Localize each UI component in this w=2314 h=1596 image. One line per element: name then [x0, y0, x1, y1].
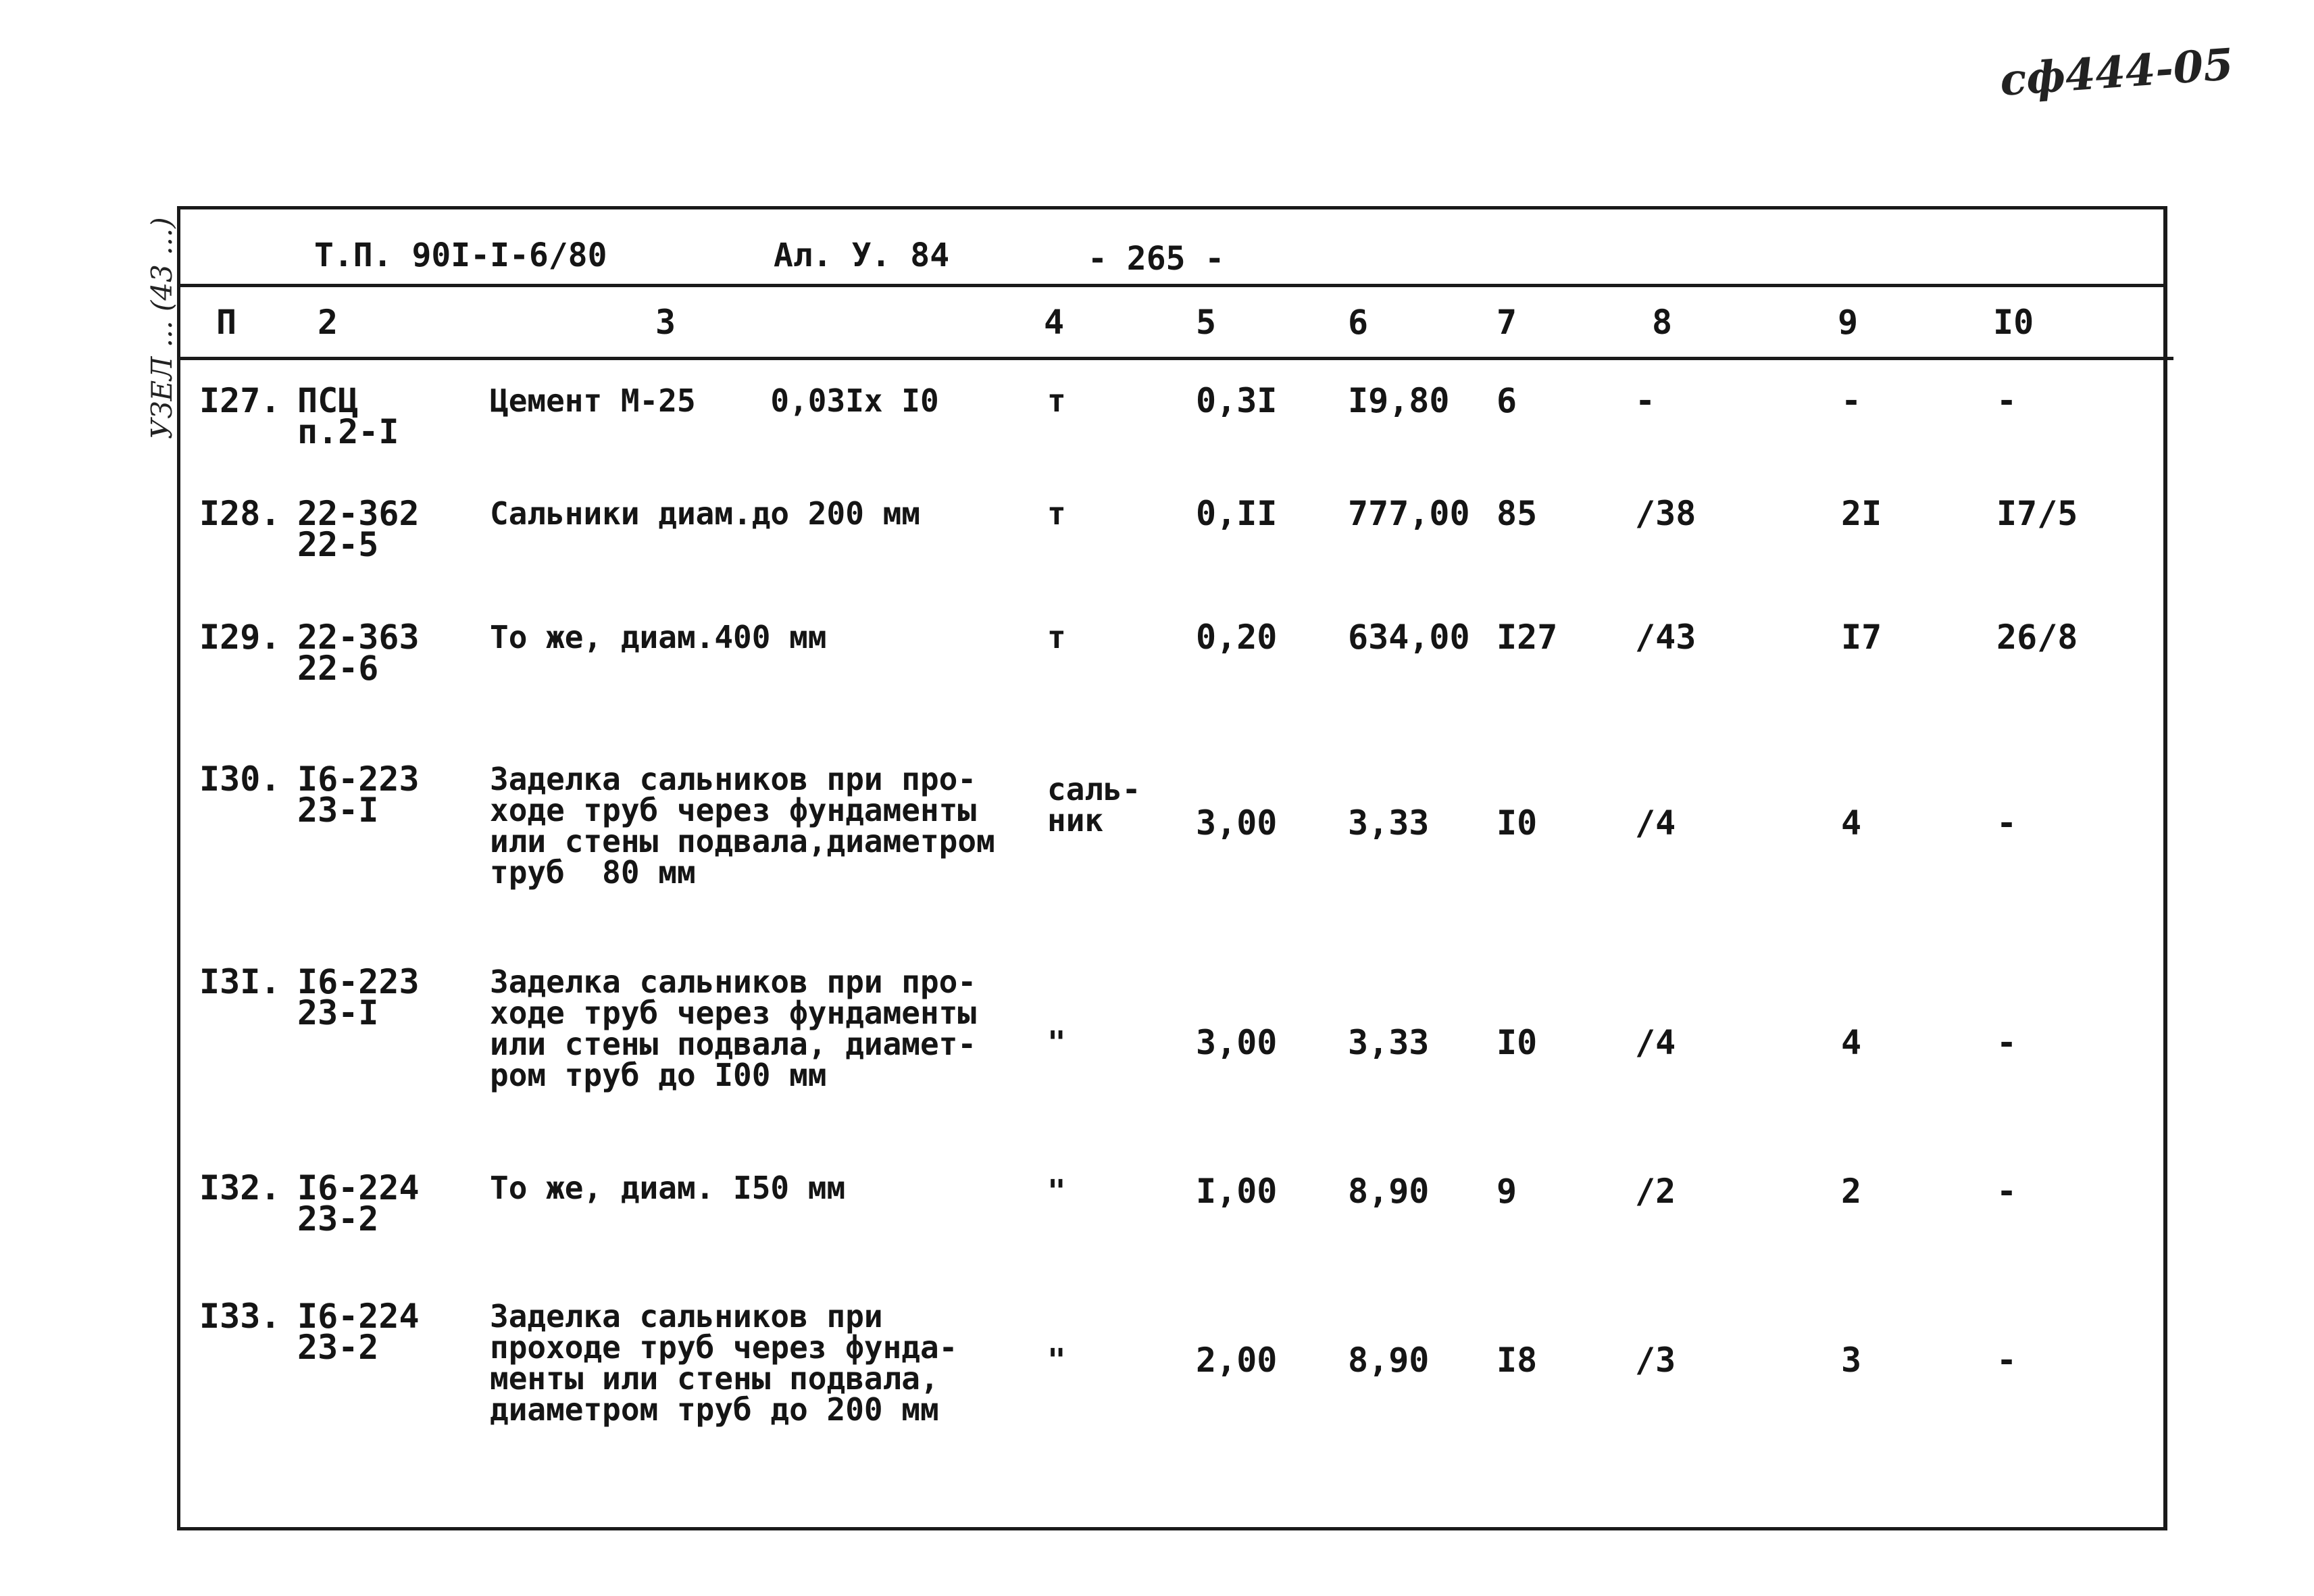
wages: 4 [1841, 1023, 1862, 1062]
quantity: 0,3I [1196, 381, 1278, 420]
unit-cost: 634,00 [1348, 618, 1470, 657]
wages-fraction: /43 [1635, 618, 1696, 657]
wages: 3 [1841, 1341, 1862, 1380]
work-description: Заделка сальников при про- ходе труб через фундаменты или стены подвала,диаметром труб 80 мм [490, 761, 995, 891]
work-description: Сальники диам.до 200 мм [490, 495, 920, 532]
column-header: 2 [318, 303, 338, 342]
header-divider [177, 284, 2165, 287]
total-cost: I0 [1496, 1023, 1538, 1062]
unit-cost: 3,33 [1348, 1023, 1430, 1062]
row-number: I32. [199, 1168, 281, 1207]
wages-fraction: /38 [1635, 494, 1696, 533]
wages-fraction: /4 [1635, 1023, 1676, 1062]
table-frame [177, 206, 2167, 1530]
unit-cost: 3,33 [1348, 803, 1430, 843]
total-cost: 85 [1496, 494, 1538, 533]
total-cost: 6 [1496, 381, 1517, 420]
row-number: I3I. [199, 962, 281, 1001]
quantity: I,00 [1196, 1172, 1278, 1211]
quantity: 2,00 [1196, 1341, 1278, 1380]
wages-fraction: /2 [1635, 1172, 1676, 1211]
machine-cost: - [1996, 1023, 2017, 1062]
page-number: - 265 - [1088, 240, 1225, 278]
wages-fraction: /3 [1635, 1341, 1676, 1380]
unit: т [1047, 382, 1066, 419]
column-header: 5 [1196, 303, 1217, 342]
norm-code: I6-224 23-2 [297, 1168, 420, 1239]
column-header: 4 [1044, 303, 1065, 342]
machine-cost: - [1996, 1341, 2017, 1380]
total-cost: I27 [1496, 618, 1558, 657]
row-number: I28. [199, 494, 281, 533]
unit: саль- ник [1047, 771, 1141, 839]
work-description: Заделка сальников при проходе труб через фунда- менты или стены подвала, диаметром труб до 200 мм [490, 1298, 958, 1428]
column-header: 8 [1652, 303, 1673, 342]
machine-cost: 26/8 [1996, 618, 2078, 657]
quantity: 0,II [1196, 494, 1278, 533]
work-description: То же, диам. I50 мм [490, 1170, 846, 1206]
unit-cost: 8,90 [1348, 1172, 1430, 1211]
unit-cost: 777,00 [1348, 494, 1470, 533]
column-header: 6 [1348, 303, 1369, 342]
row-number: I33. [199, 1297, 281, 1336]
machine-cost: I7/5 [1996, 494, 2078, 533]
total-cost: I0 [1496, 803, 1538, 843]
column-header: I0 [1993, 303, 2034, 342]
work-description: Цемент М-25 0,03Iх I0 [490, 382, 939, 419]
machine-cost: - [1996, 1172, 2017, 1211]
document-number: Т.П. 90I-I-6/80 [314, 236, 607, 274]
wages: I7 [1841, 618, 1882, 657]
wages: 4 [1841, 803, 1862, 843]
column-header: 3 [655, 303, 676, 342]
row-number: I29. [199, 618, 281, 657]
total-cost: I8 [1496, 1341, 1538, 1380]
machine-cost: - [1996, 381, 2017, 420]
quantity: 3,00 [1196, 1023, 1278, 1062]
unit: т [1047, 495, 1066, 532]
archive-stamp: сф444-05 [1998, 39, 2236, 106]
norm-code: ПСЦ п.2-I [297, 381, 399, 451]
wages-fraction: - [1635, 381, 1656, 420]
wages: 2I [1841, 494, 1882, 533]
norm-code: I6-223 23-I [297, 962, 420, 1032]
unit-cost: I9,80 [1348, 381, 1450, 420]
column-header: П [216, 303, 237, 342]
unit: " [1047, 1173, 1066, 1210]
unit: " [1047, 1342, 1066, 1378]
column-header-divider [177, 357, 2173, 360]
work-description: Заделка сальников при про- ходе труб через фундаменты или стены подвала, диамет- ром труб до I00 мм [490, 964, 977, 1093]
norm-code: 22-362 22-5 [297, 494, 420, 564]
column-header: 9 [1838, 303, 1859, 342]
wages: 2 [1841, 1172, 1862, 1211]
wages-fraction: /4 [1635, 803, 1676, 843]
quantity: 0,20 [1196, 618, 1278, 657]
machine-cost: - [1996, 803, 2017, 843]
column-header: 7 [1496, 303, 1517, 342]
album-number: Ал. У. 84 [774, 236, 950, 274]
norm-code: I6-223 23-I [297, 759, 420, 830]
unit-cost: 8,90 [1348, 1341, 1430, 1380]
total-cost: 9 [1496, 1172, 1517, 1211]
unit: " [1047, 1024, 1066, 1061]
work-description: То же, диам.400 мм [490, 619, 827, 655]
quantity: 3,00 [1196, 803, 1278, 843]
unit: т [1047, 619, 1066, 655]
wages: - [1841, 381, 1862, 420]
row-number: I27. [199, 381, 281, 420]
norm-code: I6-224 23-2 [297, 1297, 420, 1367]
norm-code: 22-363 22-6 [297, 618, 420, 688]
row-number: I30. [199, 759, 281, 799]
side-note: УЗЕЛ ... (43 ...) [145, 217, 178, 439]
